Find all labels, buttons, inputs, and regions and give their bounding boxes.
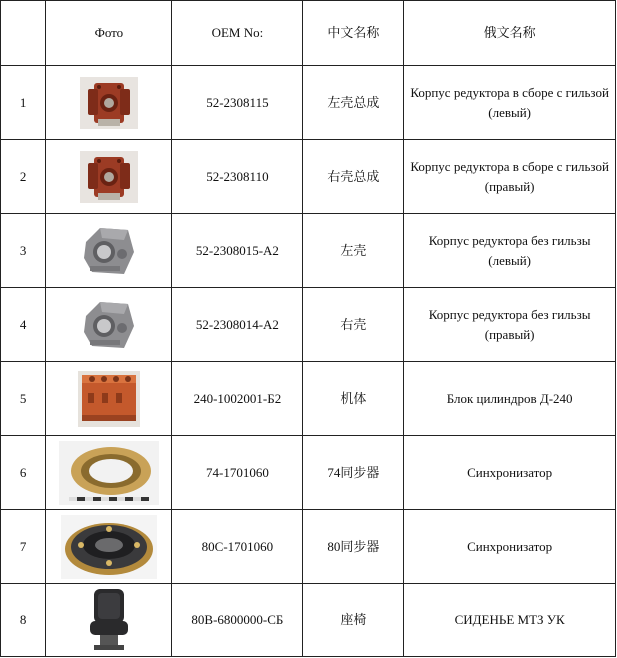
row-num: 3	[1, 214, 46, 288]
row-oem: 52-2308014-А2	[172, 288, 303, 362]
row-photo	[46, 510, 172, 584]
header-num	[1, 1, 46, 66]
gearbox-housing-gray-icon	[78, 296, 140, 354]
header-ru-name: 俄文名称	[404, 1, 616, 66]
table-row	[1, 362, 616, 436]
header-row	[1, 1, 616, 66]
row-num: 7	[1, 510, 46, 584]
row-photo	[46, 584, 172, 657]
tractor-seat-icon	[84, 587, 134, 653]
gearbox-housing-red-icon	[80, 151, 138, 203]
table-row	[1, 214, 616, 288]
gearbox-housing-gray-icon	[78, 222, 140, 280]
header-oem: OEM No:	[172, 1, 303, 66]
row-photo	[46, 436, 172, 510]
row-ru-name: Синхронизатор	[404, 436, 616, 510]
row-ru-name: Корпус редуктора без гильзы (левый)	[404, 214, 616, 288]
table-row	[1, 288, 616, 362]
row-num: 2	[1, 140, 46, 214]
row-oem: 52-2308115	[172, 66, 303, 140]
table-row	[1, 584, 616, 657]
row-ru-name: Синхронизатор	[404, 510, 616, 584]
row-oem: 240-1002001-Б2	[172, 362, 303, 436]
row-oem: 80В-6800000-СБ	[172, 584, 303, 657]
row-num: 1	[1, 66, 46, 140]
cylinder-block-icon	[78, 371, 140, 427]
row-photo	[46, 362, 172, 436]
header-photo: Фото	[46, 1, 172, 66]
row-cn-name: 右壳总成	[303, 140, 404, 214]
table-row	[1, 436, 616, 510]
row-ru-name: СИДЕНЬЕ МТЗ УК	[404, 584, 616, 657]
row-oem: 52-2308110	[172, 140, 303, 214]
row-photo	[46, 140, 172, 214]
row-photo	[46, 214, 172, 288]
row-cn-name: 左壳	[303, 214, 404, 288]
row-cn-name: 右壳	[303, 288, 404, 362]
row-cn-name: 80同步器	[303, 510, 404, 584]
row-oem: 80С-1701060	[172, 510, 303, 584]
row-ru-name: Корпус редуктора в сборе с гильзой (правый)	[404, 140, 616, 214]
row-oem: 74-1701060	[172, 436, 303, 510]
row-photo	[46, 288, 172, 362]
row-num: 5	[1, 362, 46, 436]
row-cn-name: 座椅	[303, 584, 404, 657]
row-cn-name: 左壳总成	[303, 66, 404, 140]
row-ru-name: Блок цилиндров Д-240	[404, 362, 616, 436]
synchronizer-assembly-icon	[61, 515, 157, 579]
row-oem: 52-2308015-А2	[172, 214, 303, 288]
row-cn-name: 机体	[303, 362, 404, 436]
synchronizer-ring-icon	[59, 441, 159, 505]
row-num: 4	[1, 288, 46, 362]
row-num: 8	[1, 584, 46, 657]
header-cn-name: 中文名称	[303, 1, 404, 66]
row-cn-name: 74同步器	[303, 436, 404, 510]
row-ru-name: Корпус редуктора без гильзы (правый)	[404, 288, 616, 362]
row-ru-name: Корпус редуктора в сборе с гильзой (левый)	[404, 66, 616, 140]
table-row	[1, 66, 616, 140]
table-row	[1, 510, 616, 584]
row-num: 6	[1, 436, 46, 510]
row-photo	[46, 66, 172, 140]
table-row	[1, 140, 616, 214]
gearbox-housing-red-icon	[80, 77, 138, 129]
